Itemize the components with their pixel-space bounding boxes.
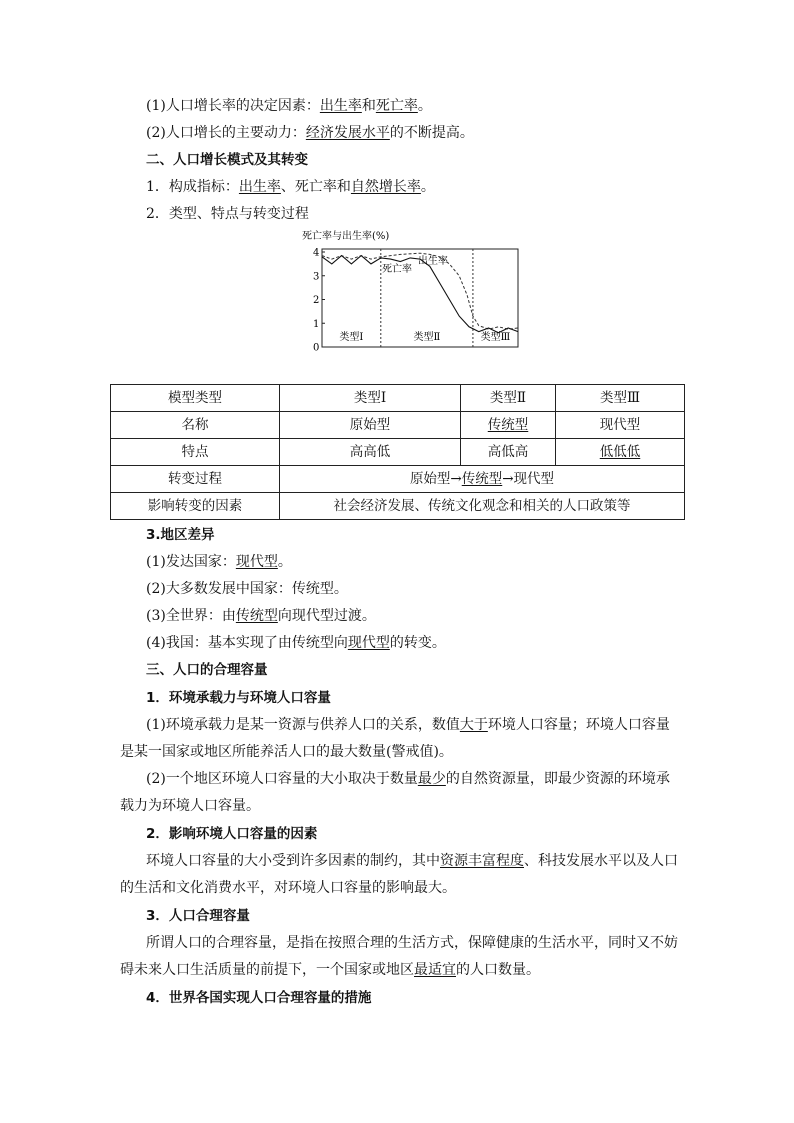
y-tick-label: 3 bbox=[313, 271, 320, 283]
underlined-term: 现代型 bbox=[347, 635, 390, 651]
underlined-term: 出生率 bbox=[238, 179, 281, 195]
table-cell: 类型Ⅲ bbox=[556, 385, 685, 412]
table-row bbox=[111, 439, 685, 466]
underlined-term: 大于 bbox=[459, 717, 488, 733]
text-line: (1)人口增长率的决定因素：出生率和死亡率。 bbox=[146, 98, 432, 114]
underlined-term: 经济发展水平 bbox=[305, 125, 390, 141]
text-line: 是某一国家或地区所能养活人口的最大数量(警戒值)。 bbox=[120, 744, 453, 760]
table-cell: 类型Ⅰ bbox=[280, 385, 461, 412]
y-tick-label: 2 bbox=[313, 295, 320, 306]
section-heading: 4．世界各国实现人口合理容量的措施 bbox=[146, 990, 372, 1006]
table-row bbox=[111, 493, 685, 520]
section-heading: 二、人口增长模式及其转变 bbox=[146, 152, 308, 168]
underlined-term: 传统型 bbox=[235, 608, 278, 624]
table-row bbox=[111, 385, 685, 412]
table-cell: 名称 bbox=[111, 412, 280, 439]
text-line: 环境人口容量的大小受到许多因素的制约，其中资源丰富程度、科技发展水平以及人口 bbox=[146, 853, 678, 869]
underlined-term: 传统型 bbox=[461, 471, 503, 487]
underlined-term: 最少 bbox=[417, 771, 446, 787]
table-cell: 特点 bbox=[111, 439, 280, 466]
birth-rate-label: 出生率 bbox=[418, 256, 448, 267]
y-tick-label: 0 bbox=[313, 342, 320, 352]
text-line: 2．类型、特点与转变过程 bbox=[146, 206, 309, 222]
stage-label: 类型Ⅲ bbox=[480, 332, 511, 343]
table-cell: 转变过程 bbox=[111, 466, 280, 493]
table-cell bbox=[461, 412, 556, 439]
birth-death-rate-chart bbox=[300, 226, 524, 352]
section-heading: 三、人口的合理容量 bbox=[146, 662, 268, 678]
chart-title: 死亡率与出生率(%) bbox=[302, 231, 390, 242]
text-line: 碍未来人口生活质量的前提下，一个国家或地区最适宜的人口数量。 bbox=[120, 962, 540, 978]
section-heading: 3.地区差异 bbox=[146, 527, 215, 543]
table-cell: 社会经济发展、传统文化观念和相关的人口政策等 bbox=[280, 493, 685, 520]
text-line: 的生活和文化消费水平，对环境人口容量的影响最大。 bbox=[120, 880, 456, 896]
text-line: (2)人口增长的主要动力：经济发展水平的不断提高。 bbox=[146, 125, 474, 141]
text-line: (2)一个地区环境人口容量的大小取决于数量最少的自然资源量，即最少资源的环境承 bbox=[146, 771, 670, 787]
text-line: (1)环境承载力是某一资源与供养人口的关系，数值大于环境人口容量；环境人口容量 bbox=[146, 717, 670, 733]
table-cell: 现代型 bbox=[556, 412, 685, 439]
text-line: (1)发达国家：现代型。 bbox=[146, 554, 292, 570]
table-cell: 原始型→传统型→现代型 bbox=[280, 466, 685, 493]
underlined-term: 最适宜 bbox=[414, 962, 456, 978]
table-cell: 原始型 bbox=[280, 412, 461, 439]
text-line: 载力为环境人口容量。 bbox=[120, 798, 260, 814]
underlined-term: 资源丰富程度 bbox=[440, 853, 524, 869]
y-tick-label: 1 bbox=[313, 318, 320, 330]
population-model-table bbox=[110, 384, 685, 520]
table-cell: 高高低 bbox=[280, 439, 461, 466]
text-line: (3)全世界：由传统型向现代型过渡。 bbox=[146, 608, 376, 624]
text-line: (4)我国：基本实现了由传统型向现代型的转变。 bbox=[146, 635, 446, 651]
section-heading: 2．影响环境人口容量的因素 bbox=[146, 826, 318, 842]
table-cell: 影响转变的因素 bbox=[111, 493, 280, 520]
text-line: 所谓人口的合理容量，是指在按照合理的生活方式，保障健康的生活水平，同时又不妨 bbox=[146, 935, 678, 951]
underlined-term: 现代型 bbox=[235, 554, 278, 570]
table-row bbox=[111, 466, 685, 493]
table-cell bbox=[556, 439, 685, 466]
death-rate-line bbox=[322, 256, 518, 333]
stage-label: 类型Ⅰ bbox=[339, 332, 364, 343]
underlined-term: 低低低 bbox=[599, 444, 641, 460]
table-cell: 模型类型 bbox=[111, 385, 280, 412]
death-rate-label: 死亡率 bbox=[382, 264, 412, 275]
text-line: (2)大多数发展中国家：传统型。 bbox=[146, 581, 348, 597]
underlined-term: 出生率 bbox=[319, 98, 362, 114]
section-heading: 1．环境承载力与环境人口容量 bbox=[146, 690, 331, 706]
underlined-term: 死亡率 bbox=[375, 98, 418, 114]
table-cell: 高低高 bbox=[461, 439, 556, 466]
section-heading: 3．人口合理容量 bbox=[146, 908, 250, 924]
underlined-term: 自然增长率 bbox=[350, 179, 421, 195]
y-tick-label: 4 bbox=[313, 247, 320, 259]
table-row bbox=[111, 412, 685, 439]
text-line: 1．构成指标：出生率、死亡率和自然增长率。 bbox=[146, 179, 435, 195]
stage-label: 类型Ⅱ bbox=[413, 332, 441, 343]
underlined-term: 传统型 bbox=[487, 417, 529, 433]
table-cell: 类型Ⅱ bbox=[461, 385, 556, 412]
